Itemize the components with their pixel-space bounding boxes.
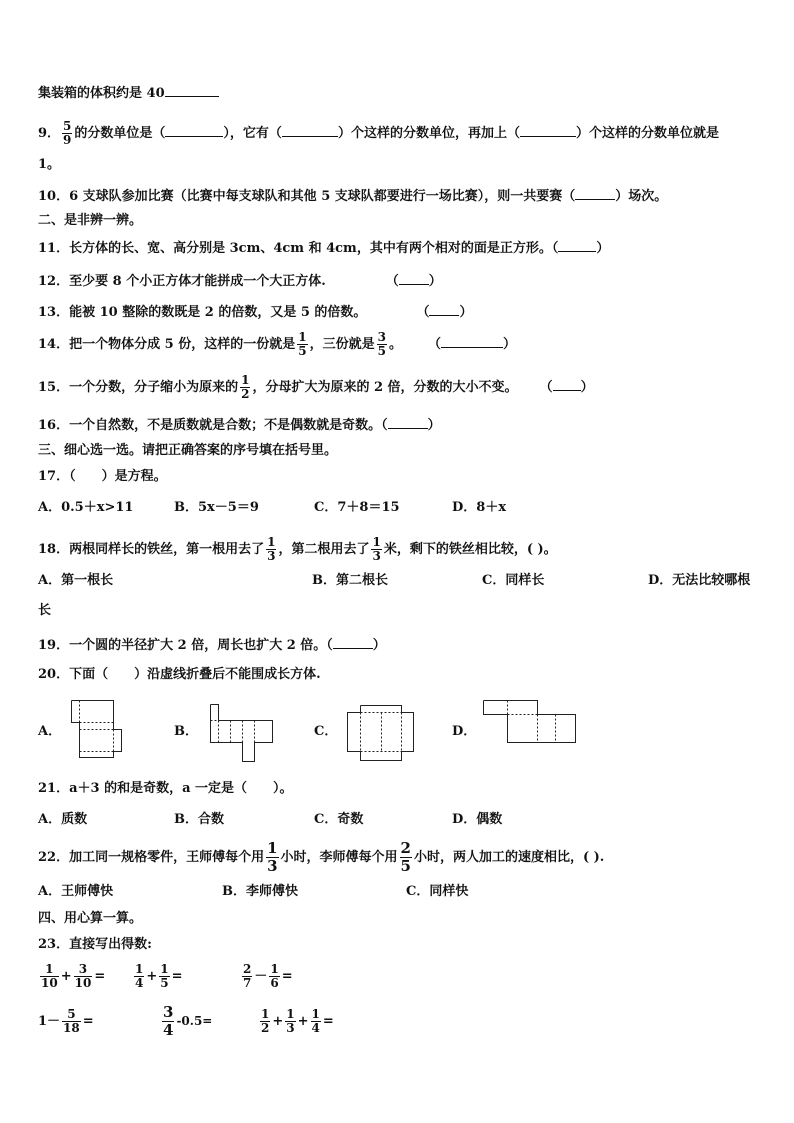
fraction — [242, 963, 252, 990]
operator: + — [297, 1014, 309, 1029]
q16-text-1: 16．一个自然数，不是质数就是合数；不是偶数就是奇数。（ — [38, 418, 388, 433]
q18-text-3: 米，剩下的铁丝相比较，( )。 — [383, 542, 557, 557]
q15-text-4: ） — [580, 380, 594, 395]
q9-text-2: ），它有（ — [223, 126, 282, 141]
numerator: 1 — [261, 1007, 270, 1021]
answer-blank[interactable] — [429, 303, 459, 316]
fraction — [269, 963, 279, 990]
answer-blank[interactable] — [553, 378, 581, 391]
answer-blank[interactable] — [388, 416, 428, 429]
denominator: 5 — [400, 857, 411, 875]
denominator: 7 — [243, 976, 252, 990]
fraction — [62, 1008, 81, 1035]
q14-text-2: ，三份就是 — [309, 337, 375, 352]
denominator: 18 — [63, 1021, 80, 1035]
denominator: 3 — [267, 857, 278, 875]
denominator: 3 — [286, 1021, 295, 1035]
q20-net-c[interactable] — [344, 703, 416, 763]
question-22 — [38, 840, 604, 875]
calc-suffix: -0.5= — [176, 1014, 213, 1028]
answer-blank[interactable] — [399, 272, 429, 285]
q20-net-a[interactable] — [68, 698, 126, 760]
numerator: 1 — [267, 839, 278, 857]
q13-text-3: ） — [459, 305, 473, 320]
q13-text-2: （ — [416, 305, 430, 320]
q20-option-c-label[interactable]: C． — [314, 724, 338, 739]
numerator: 5 — [63, 119, 72, 133]
section-3-heading: 三、细心选一选。请把正确答案的序号填在括号里。 — [38, 443, 338, 458]
q9-text-1: 的分数单位是（ — [74, 126, 166, 141]
fraction — [159, 963, 169, 990]
question-number: 9． — [38, 126, 61, 141]
question-20: 20．下面（ ）沿虚线折叠后不能围成长方体. — [38, 667, 321, 682]
calc-prefix: 1－ — [38, 1014, 61, 1029]
q18-text-1: 18．两根同样长的铁丝，第一根用去了 — [38, 542, 265, 557]
q18-option-b[interactable]: B．第二根长 — [312, 573, 388, 588]
q21-option-b[interactable]: B．合数 — [174, 812, 224, 827]
question-21: 21．a＋3 的和是奇数，a 一定是（ ）。 — [38, 781, 293, 796]
q15-text-3: （ — [539, 380, 553, 395]
q10-text-1: 10．6 支球队参加比赛（比赛中每支球队和其他 5 支球队都要进行一场比赛），则一共要赛（ — [38, 189, 576, 204]
q21-option-c[interactable]: C．奇数 — [314, 812, 364, 827]
numerator: 1 — [286, 1007, 295, 1021]
q22-text-3: 小时，两人加工的速度相比，( ). — [413, 850, 605, 865]
q12-text-2: （ — [385, 274, 399, 289]
fraction — [240, 374, 250, 401]
q22-option-c[interactable]: C．同样快 — [406, 884, 469, 899]
numerator: 2 — [243, 962, 252, 976]
q15-text-2: ，分母扩大为原来的 2 倍，分数的大小不变。 — [252, 380, 518, 395]
q17-option-b[interactable]: B．5x－5＝9 — [174, 500, 259, 515]
equals-sign: = — [171, 969, 183, 984]
question-18 — [38, 536, 557, 563]
fraction — [371, 536, 381, 563]
numerator: 1 — [311, 1007, 320, 1021]
numerator: 3 — [377, 330, 386, 344]
fraction — [311, 1008, 321, 1035]
q13-text-1: 13．能被 10 整除的数既是 2 的倍数，又是 5 的倍数。 — [38, 305, 367, 320]
equals-sign: = — [322, 1014, 334, 1029]
q17-option-d[interactable]: D．8＋x — [452, 500, 507, 515]
q18-option-a[interactable]: A．第一根长 — [38, 573, 114, 588]
fraction — [74, 963, 93, 990]
q8-tail — [38, 84, 219, 102]
fraction — [260, 1008, 270, 1035]
fraction — [162, 1004, 174, 1039]
denominator: 3 — [267, 549, 276, 563]
question-12 — [38, 272, 442, 290]
q12-text-1: 12．至少要 8 个小正方体才能拼成一个大正方体. — [38, 274, 326, 289]
numerator: 1 — [241, 373, 250, 387]
calc-item-2 — [132, 963, 183, 990]
numerator: 1 — [40, 963, 59, 977]
denominator: 5 — [298, 344, 307, 358]
denominator: 4 — [311, 1021, 320, 1035]
calc-item-3 — [240, 963, 293, 990]
q9-continuation: 1。 — [38, 157, 61, 172]
numerator: 5 — [62, 1008, 81, 1022]
calc-item-4 — [38, 1008, 94, 1035]
q20-option-d-label[interactable]: D． — [452, 724, 477, 739]
q14-text-1: 14．把一个物体分成 5 份，这样的一份就是 — [38, 337, 296, 352]
q20-net-b[interactable] — [206, 702, 276, 764]
fraction — [62, 120, 72, 147]
q14-text-3: 。 — [388, 337, 402, 352]
question-15 — [38, 374, 594, 401]
question-14 — [38, 331, 516, 358]
fraction — [297, 331, 307, 358]
answer-blank[interactable] — [282, 124, 338, 137]
equals-sign: = — [281, 969, 293, 984]
numerator: 1 — [267, 535, 276, 549]
question-23: 23．直接写出得数: — [38, 937, 152, 952]
calc-item-1 — [38, 963, 105, 990]
numerator: 1 — [135, 962, 144, 976]
denominator: 4 — [135, 976, 144, 990]
fraction — [40, 963, 59, 990]
question-11 — [38, 239, 609, 257]
q8-tail-text: 集装箱的体积约是 40 — [38, 86, 165, 101]
q9-text-4: ）个这样的分数单位就是 — [575, 126, 719, 141]
equals-sign: = — [82, 1014, 94, 1029]
operator: + — [60, 969, 72, 984]
q18-continuation: 长 — [38, 603, 52, 618]
section-4-heading: 四、用心算一算。 — [38, 911, 143, 926]
operator: － — [254, 969, 268, 984]
numerator: 3 — [163, 1003, 174, 1021]
q11-text-1: 11．长方体的长、宽、高分别是 3cm、4cm 和 4cm，其中有两个相对的面是正方形。（ — [38, 241, 559, 256]
denominator: 2 — [261, 1021, 270, 1035]
q14-text-4: （ — [427, 337, 441, 352]
question-9 — [38, 120, 719, 147]
denominator: 3 — [372, 549, 381, 563]
q19-text-2: ） — [372, 638, 386, 653]
answer-blank[interactable] — [441, 335, 503, 348]
q19-text-1: 19．一个圆的半径扩大 2 倍，周长也扩大 2 倍。（ — [38, 638, 333, 653]
fraction — [134, 963, 144, 990]
fraction — [377, 331, 387, 358]
answer-blank[interactable] — [558, 239, 596, 252]
question-10 — [38, 187, 667, 205]
denominator: 10 — [41, 976, 58, 990]
numerator: 1 — [160, 962, 169, 976]
numerator: 1 — [270, 962, 279, 976]
q21-option-d[interactable]: D．偶数 — [452, 812, 503, 827]
q16-text-2: ） — [427, 418, 441, 433]
calc-item-5 — [160, 1004, 212, 1039]
section-2-heading: 二、是非辨一辨。 — [38, 213, 143, 228]
q18-option-c[interactable]: C．同样长 — [482, 573, 545, 588]
question-17: 17．（ ）是方程。 — [38, 469, 167, 484]
numerator: 2 — [400, 839, 411, 857]
question-13 — [38, 303, 472, 321]
fraction — [285, 1008, 295, 1035]
operator: + — [272, 1014, 284, 1029]
q11-text-2: ） — [596, 241, 610, 256]
fraction — [266, 840, 278, 875]
question-19 — [38, 636, 386, 654]
q21-option-a[interactable]: A．质数 — [38, 812, 88, 827]
q18-option-d[interactable]: D．无法比较哪根 — [648, 573, 751, 588]
q18-text-2: ，第二根用去了 — [278, 542, 370, 557]
q17-option-a[interactable]: A．0.5＋x>11 — [38, 500, 134, 515]
q22-option-b[interactable]: B．李师傅快 — [222, 884, 298, 899]
operator: + — [146, 969, 158, 984]
answer-blank[interactable] — [165, 124, 223, 137]
denominator: 5 — [160, 976, 169, 990]
q9-text-3: ）个这样的分数单位，再加上（ — [337, 126, 520, 141]
q22-text-2: 小时，李师傅每个用 — [280, 850, 398, 865]
q20-net-d[interactable] — [480, 698, 578, 746]
denominator: 2 — [241, 387, 250, 401]
q22-text-1: 22．加工同一规格零件，王师傅每个用 — [38, 850, 265, 865]
numerator: 3 — [74, 963, 93, 977]
answer-blank[interactable] — [575, 187, 615, 200]
question-16 — [38, 416, 441, 434]
equals-sign: = — [94, 969, 106, 984]
q15-text-1: 15．一个分数，分子缩小为原来的 — [38, 380, 239, 395]
answer-blank[interactable] — [333, 636, 373, 649]
q12-text-3: ） — [428, 274, 442, 289]
q20-option-a-label[interactable]: A． — [38, 724, 62, 739]
numerator: 1 — [372, 535, 381, 549]
answer-blank[interactable] — [165, 84, 219, 97]
denominator: 10 — [74, 976, 92, 990]
q14-text-5: ） — [502, 337, 516, 352]
denominator: 6 — [270, 976, 279, 990]
numerator: 1 — [298, 330, 307, 344]
denominator: 4 — [163, 1021, 174, 1039]
fraction — [400, 840, 412, 875]
calc-item-6 — [258, 1008, 334, 1035]
q20-option-b-label[interactable]: B． — [174, 724, 198, 739]
q10-text-2: ）场次。 — [615, 189, 668, 204]
denominator: 9 — [63, 133, 72, 147]
denominator: 5 — [377, 344, 386, 358]
q22-option-a[interactable]: A．王师傅快 — [38, 884, 114, 899]
fraction — [266, 536, 276, 563]
answer-blank[interactable] — [520, 124, 576, 137]
q17-option-c[interactable]: C．7＋8＝15 — [314, 500, 400, 515]
